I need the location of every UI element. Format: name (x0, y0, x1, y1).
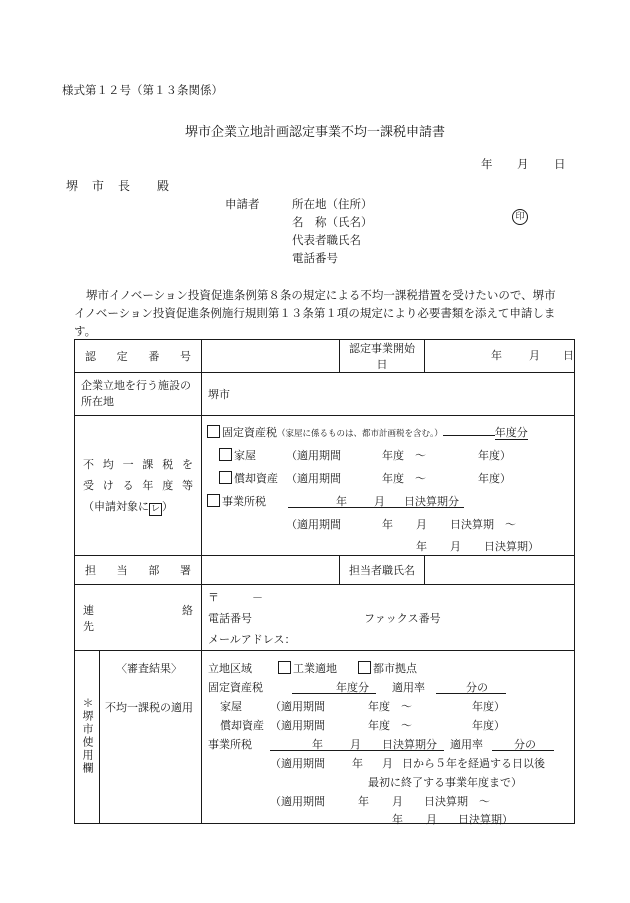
facility-location-field[interactable] (202, 373, 575, 416)
review-five-year-month: 月 (382, 757, 393, 770)
start-year: 年 (491, 349, 502, 362)
review-business-tax-year: 年 (312, 738, 323, 751)
fixed-asset-year-field[interactable] (443, 435, 495, 436)
review-five-year-open: （適用期間 (270, 757, 325, 770)
business-start-value[interactable] (425, 340, 575, 373)
date-year: 年 (481, 157, 493, 171)
fixed-asset-checkbox[interactable] (207, 425, 220, 438)
application-statement (74, 286, 566, 340)
depreciable-year-to: 年度） (478, 472, 511, 485)
urban-base-checkbox[interactable] (358, 661, 371, 674)
cert-number-label: 認 定 番 号 (85, 350, 191, 363)
house-label: 家屋 (234, 449, 256, 462)
fixed-asset-label: 固定資産税 (222, 426, 277, 439)
date-day: 日 (554, 157, 566, 171)
facility-location-value: 堺市 (208, 388, 230, 401)
review-fixed-asset-fraction: 分の (466, 681, 488, 694)
contact-phone-label[interactable]: 電話番号 (208, 612, 252, 625)
business-period-year-1: 年 (382, 518, 393, 531)
contact-fax-label[interactable]: ファックス番号 (364, 612, 441, 625)
review-house-label: 家屋 (220, 700, 242, 713)
urban-base-label: 都市拠点 (373, 662, 417, 675)
business-period-year-2: 年 (416, 540, 427, 553)
industrial-site-label: 工業適地 (293, 662, 337, 675)
depreciable-period-open: （適用期間 (286, 472, 341, 485)
review-house-to: 年度） (472, 700, 505, 713)
review-business-fraction: 分の (514, 738, 536, 751)
row-department (75, 556, 575, 585)
business-tax-settlement: 日決算期分 (404, 495, 459, 508)
addressee: 堺 市 長 殿 (66, 179, 171, 193)
business-tax-year: 年 (336, 495, 347, 508)
applicant-phone-label: 電話番号 (292, 251, 338, 265)
row-office-use (75, 651, 575, 824)
review-depreciable-period: （適用期間 (270, 719, 325, 732)
business-tax-month: 月 (374, 495, 385, 508)
applicant-label: 申請者 (225, 197, 260, 211)
review-period-year-2: 年 (392, 813, 403, 826)
business-tax-checkbox[interactable] (207, 494, 220, 507)
review-five-year-year: 年 (352, 757, 363, 770)
checkmark-example: レ (150, 504, 160, 514)
area-label: 立地区域 (208, 662, 252, 675)
review-fixed-asset-year-portion: 年度分 (336, 681, 369, 694)
review-depreciable-from: 年度 ～ (368, 719, 412, 732)
department-value[interactable] (202, 556, 340, 585)
business-tax-label: 事業所税 (222, 495, 266, 508)
house-year-to: 年度） (478, 449, 511, 462)
fixed-asset-note: （家屋に係るものは、都市計画税を含む。） (277, 429, 443, 439)
industrial-site-checkbox[interactable] (278, 661, 291, 674)
postal-code-field[interactable]: 〒 － (208, 591, 263, 604)
depreciable-label: 償却資産 (234, 472, 278, 485)
depreciable-checkbox[interactable] (219, 471, 232, 484)
tax-years-label-4: ） (162, 500, 173, 513)
review-business-tax-label: 事業所税 (208, 738, 252, 751)
date-month: 月 (517, 157, 529, 171)
office-use-label: ＊堺市使用欄 (81, 696, 94, 775)
review-business-rate-field[interactable] (492, 736, 554, 751)
review-fixed-asset-year-field[interactable] (292, 679, 376, 694)
business-period-open: （適用期間 (286, 518, 341, 531)
seal-mark: 印 (512, 209, 528, 225)
review-fixed-asset-label: 固定資産税 (208, 681, 263, 694)
tax-years-label-2: 受ける年度等 (83, 479, 193, 492)
review-business-tax-field[interactable] (270, 736, 444, 751)
department-label: 担 当 部 署 (85, 564, 191, 577)
review-business-tax-settlement: 日決算期分 (382, 738, 437, 751)
review-period-year-1: 年 (358, 795, 369, 808)
review-period-to: 日決算期） (458, 813, 513, 826)
review-five-year-line-1: 日から５年を経過する日以後 (402, 757, 545, 770)
review-period-month-1: 月 (392, 795, 403, 808)
review-fixed-asset-rate-label: 適用率 (392, 681, 425, 694)
contact-label: 連 絡 先 (83, 603, 237, 633)
business-period-month-1: 月 (416, 518, 427, 531)
depreciable-year-from: 年度 ～ (382, 472, 426, 485)
business-period-to: 日決算期） (484, 540, 539, 553)
review-depreciable-to: 年度） (472, 719, 505, 732)
review-business-rate-label: 適用率 (450, 738, 483, 751)
review-business-tax-month: 月 (350, 738, 361, 751)
row-facility-location (75, 373, 575, 416)
row-contact (75, 585, 575, 651)
applicant-name-label: 名 称（氏名） (292, 215, 373, 229)
applicant-representative-label: 代表者職氏名 (292, 233, 361, 247)
row-cert-number (75, 340, 575, 373)
review-period-from: 日決算期 ～ (424, 795, 490, 808)
fixed-asset-year-portion: 年度分 (494, 426, 528, 439)
business-tax-period-field[interactable] (288, 493, 464, 508)
statement-line-2: イノベーション投資促進条例施行規則第１３条第１項の規定により必要書類を添えて申請しま (74, 306, 556, 320)
contact-email-label[interactable]: メールアドレス： (208, 633, 296, 646)
house-checkbox[interactable] (219, 448, 232, 461)
review-item: 不均一課税の適用 (105, 701, 193, 714)
review-period-open: （適用期間 (270, 795, 325, 808)
facility-location-label-2: 所在地 (81, 395, 114, 408)
business-period-from: 日決算期 ～ (450, 518, 516, 531)
business-period-month-2: 月 (450, 540, 461, 553)
facility-location-label-1: 企業立地を行う施設の (81, 379, 191, 392)
review-five-year-line-2: 最初に終了する事業年度まで） (368, 776, 522, 789)
statement-line-3: す。 (74, 324, 97, 338)
form-number: 様式第１２号（第１３条関係） (62, 83, 223, 97)
tax-years-label-3: （申請対象に (83, 500, 149, 513)
form-title: 堺市企業立地計画認定事業不均一課税申請書 (184, 125, 445, 140)
start-month: 月 (529, 349, 540, 362)
house-period-open: （適用期間 (286, 449, 341, 462)
person-label: 担当者職氏名 (340, 556, 425, 585)
row-tax-years (75, 416, 575, 556)
application-table (74, 339, 575, 824)
review-period-month-2: 月 (426, 813, 437, 826)
tax-years-label-1: 不均一課税を (83, 458, 193, 471)
review-fixed-asset-rate-field[interactable] (436, 679, 506, 694)
review-house-from: 年度 ～ (368, 700, 412, 713)
review-house-period: （適用期間 (270, 700, 325, 713)
business-start-label: 認定事業開始日 (340, 340, 425, 373)
review-heading: 〈審査結果〉 (116, 662, 182, 675)
house-year-from: 年度 ～ (382, 449, 426, 462)
review-depreciable-label: 償却資産 (220, 719, 264, 732)
cert-number-value[interactable] (202, 340, 340, 373)
person-value[interactable] (425, 556, 575, 585)
applicant-address-label: 所在地（住所） (292, 197, 373, 211)
statement-line-1: 堺市イノベーション投資促進条例第８条の規定による不均一課税措置を受けたいので、堺市 (86, 288, 556, 302)
start-day: 日 (563, 349, 574, 362)
